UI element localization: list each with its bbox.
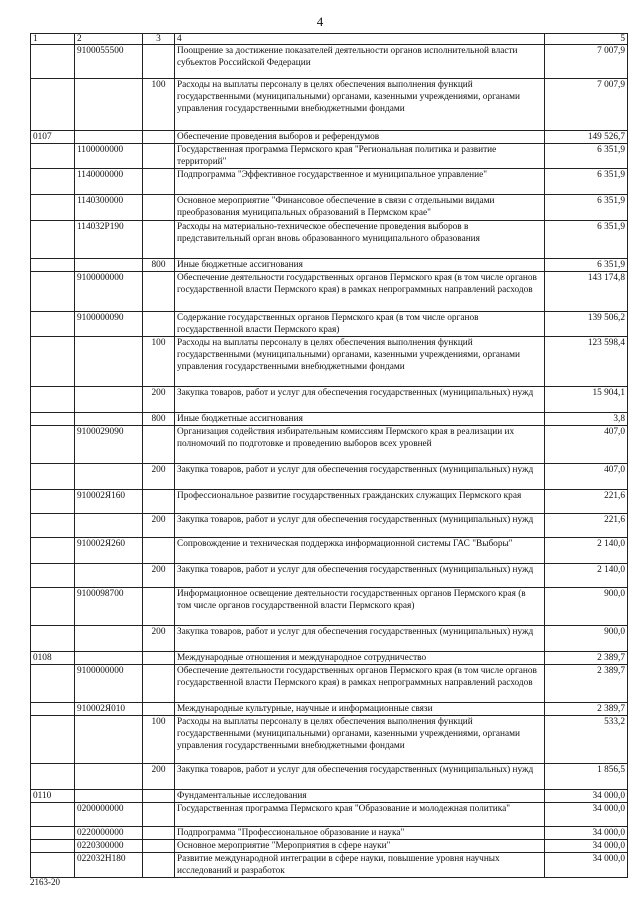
table-row bbox=[31, 588, 628, 626]
item-name-cell: Подпрограмма "Профессиональное образование и наука" bbox=[175, 827, 545, 840]
section-code-cell bbox=[31, 45, 75, 79]
item-name-cell: Государственная программа Пермского края "Образование и молодежная политика" bbox=[175, 803, 545, 827]
target-code-cell: 022032H180 bbox=[75, 853, 143, 878]
expense-type-cell: 800 bbox=[143, 413, 175, 426]
item-name-cell: Расходы на выплаты персоналу в целях обеспечения выполнения функций государственными (муниципальными) органами, казенными учреждениями, органами управления государственными внебюджетными фондами bbox=[175, 79, 545, 131]
target-code-cell bbox=[75, 626, 143, 652]
target-code-cell: 910002Я160 bbox=[75, 490, 143, 514]
table-row bbox=[31, 169, 628, 195]
table-row bbox=[31, 840, 628, 853]
target-code-cell: 1140300000 bbox=[75, 195, 143, 221]
amount-cell: 6 351,9 bbox=[545, 169, 628, 195]
amount-cell: 900,0 bbox=[545, 588, 628, 626]
amount-cell: 15 904,1 bbox=[545, 387, 628, 413]
expense-type-cell bbox=[143, 45, 175, 79]
table-row bbox=[31, 413, 628, 426]
section-code-cell bbox=[31, 514, 75, 538]
section-code-cell bbox=[31, 169, 75, 195]
amount-cell: 34 000,0 bbox=[545, 827, 628, 840]
expense-type-cell: 200 bbox=[143, 514, 175, 538]
section-code-cell bbox=[31, 564, 75, 588]
expense-type-cell: 200 bbox=[143, 464, 175, 490]
table-row bbox=[31, 144, 628, 169]
table-row bbox=[31, 221, 628, 259]
amount-cell: 1 856,5 bbox=[545, 764, 628, 790]
item-name-cell: Международные отношения и международное сотрудничество bbox=[175, 652, 545, 665]
expense-type-cell: 200 bbox=[143, 626, 175, 652]
item-name-cell: Профессиональное развитие государственных гражданских служащих Пермского края bbox=[175, 490, 545, 514]
amount-cell: 34 000,0 bbox=[545, 803, 628, 827]
item-name-cell: Обеспечение деятельности государственных органов Пермского края (в том числе органов государственной власти Пермского края) в рамках непрограммных направлений расходов bbox=[175, 272, 545, 312]
table-row bbox=[31, 259, 628, 272]
section-code-cell bbox=[31, 840, 75, 853]
expense-type-cell bbox=[143, 665, 175, 703]
section-code-cell bbox=[31, 195, 75, 221]
table-row bbox=[31, 538, 628, 564]
section-code-cell: 0110 bbox=[31, 790, 75, 803]
expense-type-cell bbox=[143, 195, 175, 221]
expense-type-cell bbox=[143, 703, 175, 716]
table-row bbox=[31, 131, 628, 144]
table-row bbox=[31, 665, 628, 703]
item-name-cell: Расходы на выплаты персоналу в целях обеспечения выполнения функций государственными (муниципальными) органами, казенными учреждениями, органами управления государственными внебюджетными фондами bbox=[175, 716, 545, 764]
table-row bbox=[31, 79, 628, 131]
target-code-cell bbox=[75, 131, 143, 144]
item-name-cell: Закупка товаров, работ и услуг для обеспечения государственных (муниципальных) нужд bbox=[175, 764, 545, 790]
table-row bbox=[31, 387, 628, 413]
amount-cell: 2 140,0 bbox=[545, 538, 628, 564]
item-name-cell: Основное мероприятие "Финансовое обеспечение в связи с отдельными видами преобразования муниципальных образований в Пермском крае" bbox=[175, 195, 545, 221]
item-name-cell: Организация содействия избирательным комиссиям Пермского края в реализации их полномочий по подготовке и проведению выборов всех уровней bbox=[175, 426, 545, 464]
section-code-cell bbox=[31, 387, 75, 413]
item-name-cell: Международные культурные, научные и информационные связи bbox=[175, 703, 545, 716]
expense-type-cell bbox=[143, 588, 175, 626]
section-code-cell bbox=[31, 426, 75, 464]
amount-cell: 34 000,0 bbox=[545, 853, 628, 878]
target-code-cell: 9100055500 bbox=[75, 45, 143, 79]
expense-type-cell: 200 bbox=[143, 764, 175, 790]
expense-type-cell bbox=[143, 840, 175, 853]
budget-table bbox=[30, 33, 628, 878]
target-code-cell bbox=[75, 514, 143, 538]
target-code-cell: 9100000090 bbox=[75, 312, 143, 337]
table-row bbox=[31, 514, 628, 538]
amount-cell: 6 351,9 bbox=[545, 144, 628, 169]
table-row bbox=[31, 195, 628, 221]
item-name-cell: Содержание государственных органов Пермского края (в том числе органов государственной власти Пермского края) bbox=[175, 312, 545, 337]
section-code-cell bbox=[31, 703, 75, 716]
header-row bbox=[31, 34, 628, 45]
header-col-5: 5 bbox=[545, 34, 628, 45]
header-col-3: 3 bbox=[143, 34, 175, 45]
amount-cell: 7 007,9 bbox=[545, 79, 628, 131]
amount-cell: 143 174,8 bbox=[545, 272, 628, 312]
table-row bbox=[31, 464, 628, 490]
target-code-cell bbox=[75, 564, 143, 588]
table-row bbox=[31, 790, 628, 803]
expense-type-cell bbox=[143, 790, 175, 803]
item-name-cell: Закупка товаров, работ и услуг для обеспечения государственных (муниципальных) нужд bbox=[175, 464, 545, 490]
section-code-cell bbox=[31, 827, 75, 840]
amount-cell: 6 351,9 bbox=[545, 195, 628, 221]
target-code-cell bbox=[75, 259, 143, 272]
section-code-cell bbox=[31, 490, 75, 514]
target-code-cell bbox=[75, 337, 143, 387]
table-row bbox=[31, 827, 628, 840]
page-number: 4 bbox=[316, 14, 324, 29]
table-row bbox=[31, 764, 628, 790]
expense-type-cell bbox=[143, 853, 175, 878]
item-name-cell: Закупка товаров, работ и услуг для обеспечения государственных (муниципальных) нужд bbox=[175, 514, 545, 538]
table-row bbox=[31, 337, 628, 387]
expense-type-cell: 200 bbox=[143, 564, 175, 588]
table-row bbox=[31, 272, 628, 312]
item-name-cell: Обеспечение проведения выборов и референдумов bbox=[175, 131, 545, 144]
section-code-cell bbox=[31, 716, 75, 764]
item-name-cell: Иные бюджетные ассигнования bbox=[175, 413, 545, 426]
expense-type-cell bbox=[143, 312, 175, 337]
table-row bbox=[31, 716, 628, 764]
expense-type-cell bbox=[143, 221, 175, 259]
item-name-cell: Иные бюджетные ассигнования bbox=[175, 259, 545, 272]
expense-type-cell bbox=[143, 827, 175, 840]
item-name-cell: Закупка товаров, работ и услуг для обеспечения государственных (муниципальных) нужд bbox=[175, 564, 545, 588]
table-row bbox=[31, 853, 628, 878]
amount-cell: 2 140,0 bbox=[545, 564, 628, 588]
section-code-cell bbox=[31, 221, 75, 259]
table-row bbox=[31, 490, 628, 514]
section-code-cell bbox=[31, 464, 75, 490]
amount-cell: 533,2 bbox=[545, 716, 628, 764]
item-name-cell: Закупка товаров, работ и услуг для обеспечения государственных (муниципальных) нужд bbox=[175, 626, 545, 652]
target-code-cell bbox=[75, 387, 143, 413]
target-code-cell bbox=[75, 79, 143, 131]
target-code-cell: 0220300000 bbox=[75, 840, 143, 853]
item-name-cell: Сопровождение и техническая поддержка информационной системы ГАС "Выборы" bbox=[175, 538, 545, 564]
expense-type-cell bbox=[143, 131, 175, 144]
target-code-cell: 910002Я260 bbox=[75, 538, 143, 564]
amount-cell: 6 351,9 bbox=[545, 259, 628, 272]
amount-cell: 407,0 bbox=[545, 464, 628, 490]
footer-code: 2163-20 bbox=[30, 877, 60, 887]
target-code-cell: 1100000000 bbox=[75, 144, 143, 169]
section-code-cell bbox=[31, 79, 75, 131]
section-code-cell: 0108 bbox=[31, 652, 75, 665]
item-name-cell: Расходы на выплаты персоналу в целях обеспечения выполнения функций государственными (муниципальными) органами, казенными учреждениями, органами управления государственными внебюджетными фондами bbox=[175, 337, 545, 387]
expense-type-cell: 200 bbox=[143, 387, 175, 413]
target-code-cell: 9100098700 bbox=[75, 588, 143, 626]
item-name-cell: Поощрение за достижение показателей деятельности органов исполнительной власти субъектов Российской Федерации bbox=[175, 45, 545, 79]
item-name-cell: Фундаментальные исследования bbox=[175, 790, 545, 803]
expense-type-cell bbox=[143, 144, 175, 169]
item-name-cell: Развитие международной интеграции в сфере науки, повышение уровня научных исследований и разработок bbox=[175, 853, 545, 878]
expense-type-cell bbox=[143, 169, 175, 195]
table-row bbox=[31, 703, 628, 716]
item-name-cell: Обеспечение деятельности государственных органов Пермского края (в том числе органов государственной власти Пермского края) в рамках непрограммных направлений расходов bbox=[175, 665, 545, 703]
target-code-cell bbox=[75, 716, 143, 764]
amount-cell: 221,6 bbox=[545, 514, 628, 538]
target-code-cell: 9100000000 bbox=[75, 272, 143, 312]
header-col-4: 4 bbox=[175, 34, 545, 45]
expense-type-cell bbox=[143, 652, 175, 665]
expense-type-cell bbox=[143, 538, 175, 564]
item-name-cell: Основное мероприятие "Мероприятия в сфере науки" bbox=[175, 840, 545, 853]
expense-type-cell: 100 bbox=[143, 716, 175, 764]
amount-cell: 2 389,7 bbox=[545, 652, 628, 665]
expense-type-cell: 100 bbox=[143, 79, 175, 131]
table-row bbox=[31, 652, 628, 665]
header-col-1: 1 bbox=[31, 34, 75, 45]
expense-type-cell bbox=[143, 803, 175, 827]
section-code-cell bbox=[31, 337, 75, 387]
target-code-cell bbox=[75, 652, 143, 665]
target-code-cell: 114032P190 bbox=[75, 221, 143, 259]
amount-cell: 221,6 bbox=[545, 490, 628, 514]
table-body bbox=[31, 45, 628, 878]
section-code-cell bbox=[31, 538, 75, 564]
amount-cell: 407,0 bbox=[545, 426, 628, 464]
item-name-cell: Подпрограмма "Эффективное государственное и муниципальное управление" bbox=[175, 169, 545, 195]
item-name-cell: Государственная программа Пермского края "Региональная политика и развитие территорий" bbox=[175, 144, 545, 169]
item-name-cell: Информационное освещение деятельности государственных органов Пермского края (в том числе органов государственной власти Пермского края) bbox=[175, 588, 545, 626]
item-name-cell: Расходы на материально-техническое обеспечение проведения выборов в представительный орган вновь образованного муниципального образования bbox=[175, 221, 545, 259]
section-code-cell bbox=[31, 764, 75, 790]
section-code-cell bbox=[31, 665, 75, 703]
table-row bbox=[31, 312, 628, 337]
target-code-cell: 0220000000 bbox=[75, 827, 143, 840]
section-code-cell bbox=[31, 144, 75, 169]
target-code-cell: 9100000000 bbox=[75, 665, 143, 703]
amount-cell: 34 000,0 bbox=[545, 790, 628, 803]
target-code-cell: 0200000000 bbox=[75, 803, 143, 827]
target-code-cell: 910002Я010 bbox=[75, 703, 143, 716]
expense-type-cell: 800 bbox=[143, 259, 175, 272]
amount-cell: 3,8 bbox=[545, 413, 628, 426]
amount-cell: 34 000,0 bbox=[545, 840, 628, 853]
table-row bbox=[31, 626, 628, 652]
table-row bbox=[31, 426, 628, 464]
amount-cell: 139 506,2 bbox=[545, 312, 628, 337]
amount-cell: 6 351,9 bbox=[545, 221, 628, 259]
expense-type-cell bbox=[143, 426, 175, 464]
section-code-cell bbox=[31, 588, 75, 626]
amount-cell: 2 389,7 bbox=[545, 665, 628, 703]
target-code-cell bbox=[75, 464, 143, 490]
amount-cell: 7 007,9 bbox=[545, 45, 628, 79]
target-code-cell bbox=[75, 790, 143, 803]
item-name-cell: Закупка товаров, работ и услуг для обеспечения государственных (муниципальных) нужд bbox=[175, 387, 545, 413]
expense-type-cell: 100 bbox=[143, 337, 175, 387]
amount-cell: 123 598,4 bbox=[545, 337, 628, 387]
section-code-cell bbox=[31, 259, 75, 272]
amount-cell: 2 389,7 bbox=[545, 703, 628, 716]
section-code-cell: 0107 bbox=[31, 131, 75, 144]
table-row bbox=[31, 45, 628, 79]
amount-cell: 900,0 bbox=[545, 626, 628, 652]
header-col-2: 2 bbox=[75, 34, 143, 45]
target-code-cell bbox=[75, 413, 143, 426]
section-code-cell bbox=[31, 853, 75, 878]
section-code-cell bbox=[31, 312, 75, 337]
target-code-cell bbox=[75, 764, 143, 790]
section-code-cell bbox=[31, 626, 75, 652]
table-row bbox=[31, 803, 628, 827]
target-code-cell: 1140000000 bbox=[75, 169, 143, 195]
expense-type-cell bbox=[143, 490, 175, 514]
section-code-cell bbox=[31, 272, 75, 312]
section-code-cell bbox=[31, 413, 75, 426]
table-row bbox=[31, 564, 628, 588]
amount-cell: 149 526,7 bbox=[545, 131, 628, 144]
target-code-cell: 9100029090 bbox=[75, 426, 143, 464]
section-code-cell bbox=[31, 803, 75, 827]
expense-type-cell bbox=[143, 272, 175, 312]
